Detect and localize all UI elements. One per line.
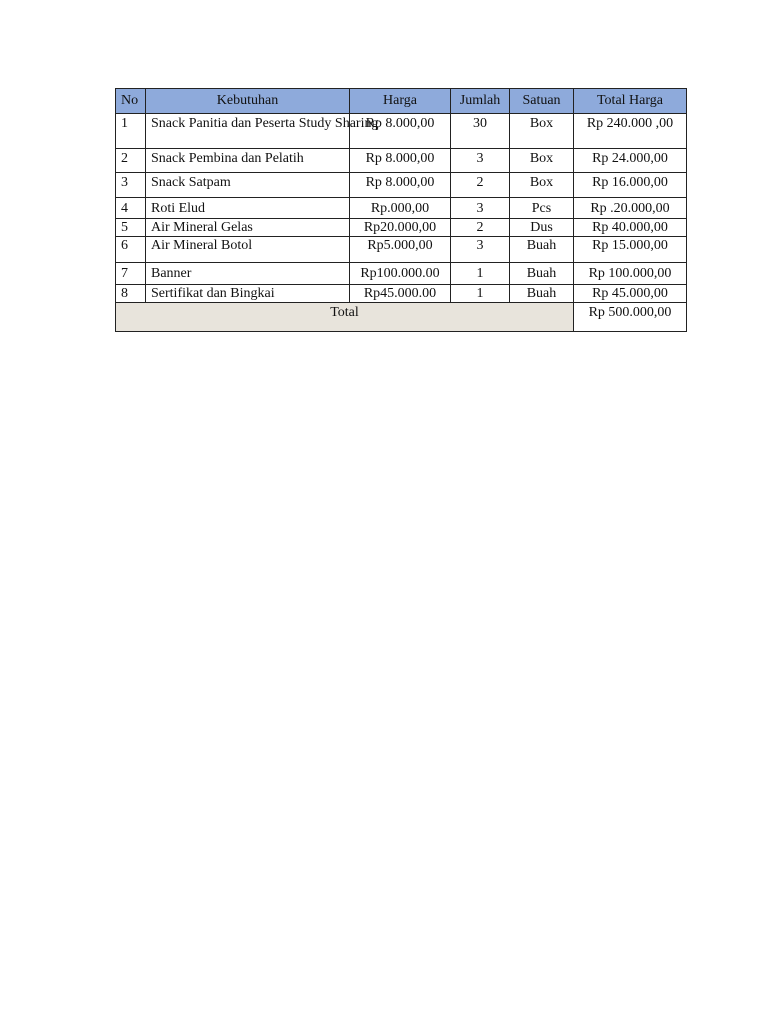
budget-table	[115, 88, 687, 332]
header-total-harga: Total Harga	[574, 89, 687, 114]
cell-total-harga: Rp 16.000,00	[574, 173, 687, 198]
cell-jumlah: 2	[451, 173, 510, 198]
table-row	[116, 285, 687, 303]
total-value: Rp 500.000,00	[574, 303, 687, 332]
header-no: No	[116, 89, 146, 114]
cell-kebutuhan: Sertifikat dan Bingkai	[146, 285, 350, 303]
cell-no: 1	[116, 114, 146, 149]
cell-jumlah: 3	[451, 237, 510, 263]
cell-satuan: Box	[510, 149, 574, 173]
cell-satuan: Buah	[510, 285, 574, 303]
cell-kebutuhan: Banner	[146, 263, 350, 285]
header-harga: Harga	[350, 89, 451, 114]
cell-satuan: Box	[510, 114, 574, 149]
table-row	[116, 237, 687, 263]
table-row	[116, 149, 687, 173]
cell-harga: Rp45.000.00	[350, 285, 451, 303]
cell-kebutuhan: Snack Panitia dan Peserta Study Sharing	[146, 114, 350, 149]
cell-harga: Rp100.000.00	[350, 263, 451, 285]
cell-jumlah: 3	[451, 198, 510, 219]
table-row	[116, 219, 687, 237]
cell-no: 4	[116, 198, 146, 219]
cell-kebutuhan: Snack Satpam	[146, 173, 350, 198]
cell-total-harga: Rp 15.000,00	[574, 237, 687, 263]
cell-jumlah: 2	[451, 219, 510, 237]
cell-satuan: Pcs	[510, 198, 574, 219]
cell-jumlah: 30	[451, 114, 510, 149]
header-kebutuhan: Kebutuhan	[146, 89, 350, 114]
cell-jumlah: 3	[451, 149, 510, 173]
cell-harga: Rp20.000,00	[350, 219, 451, 237]
cell-jumlah: 1	[451, 285, 510, 303]
table-row	[116, 173, 687, 198]
cell-no: 6	[116, 237, 146, 263]
cell-satuan: Buah	[510, 237, 574, 263]
cell-satuan: Buah	[510, 263, 574, 285]
table-row	[116, 198, 687, 219]
cell-total-harga: Rp 24.000,00	[574, 149, 687, 173]
cell-no: 5	[116, 219, 146, 237]
table-row	[116, 263, 687, 285]
header-satuan: Satuan	[510, 89, 574, 114]
cell-kebutuhan: Roti Elud	[146, 198, 350, 219]
cell-harga: Rp.000,00	[350, 198, 451, 219]
cell-kebutuhan: Air Mineral Botol	[146, 237, 350, 263]
cell-total-harga: Rp 40.000,00	[574, 219, 687, 237]
cell-total-harga: Rp 240.000 ,00	[574, 114, 687, 149]
cell-satuan: Dus	[510, 219, 574, 237]
cell-no: 8	[116, 285, 146, 303]
cell-no: 3	[116, 173, 146, 198]
cell-no: 2	[116, 149, 146, 173]
cell-kebutuhan: Snack Pembina dan Pelatih	[146, 149, 350, 173]
cell-jumlah: 1	[451, 263, 510, 285]
cell-harga: Rp 8.000,00	[350, 149, 451, 173]
cell-harga: Rp 8.000,00	[350, 173, 451, 198]
cell-no: 7	[116, 263, 146, 285]
total-label: Total	[116, 303, 574, 332]
header-jumlah: Jumlah	[451, 89, 510, 114]
table-row	[116, 114, 687, 149]
table-total-row	[116, 303, 687, 332]
cell-kebutuhan: Air Mineral Gelas	[146, 219, 350, 237]
cell-total-harga: Rp 100.000,00	[574, 263, 687, 285]
cell-total-harga: Rp .20.000,00	[574, 198, 687, 219]
cell-harga: Rp5.000,00	[350, 237, 451, 263]
cell-harga: Rp 8.000,00	[350, 114, 451, 149]
cell-total-harga: Rp 45.000,00	[574, 285, 687, 303]
cell-satuan: Box	[510, 173, 574, 198]
table-header-row	[116, 89, 687, 114]
